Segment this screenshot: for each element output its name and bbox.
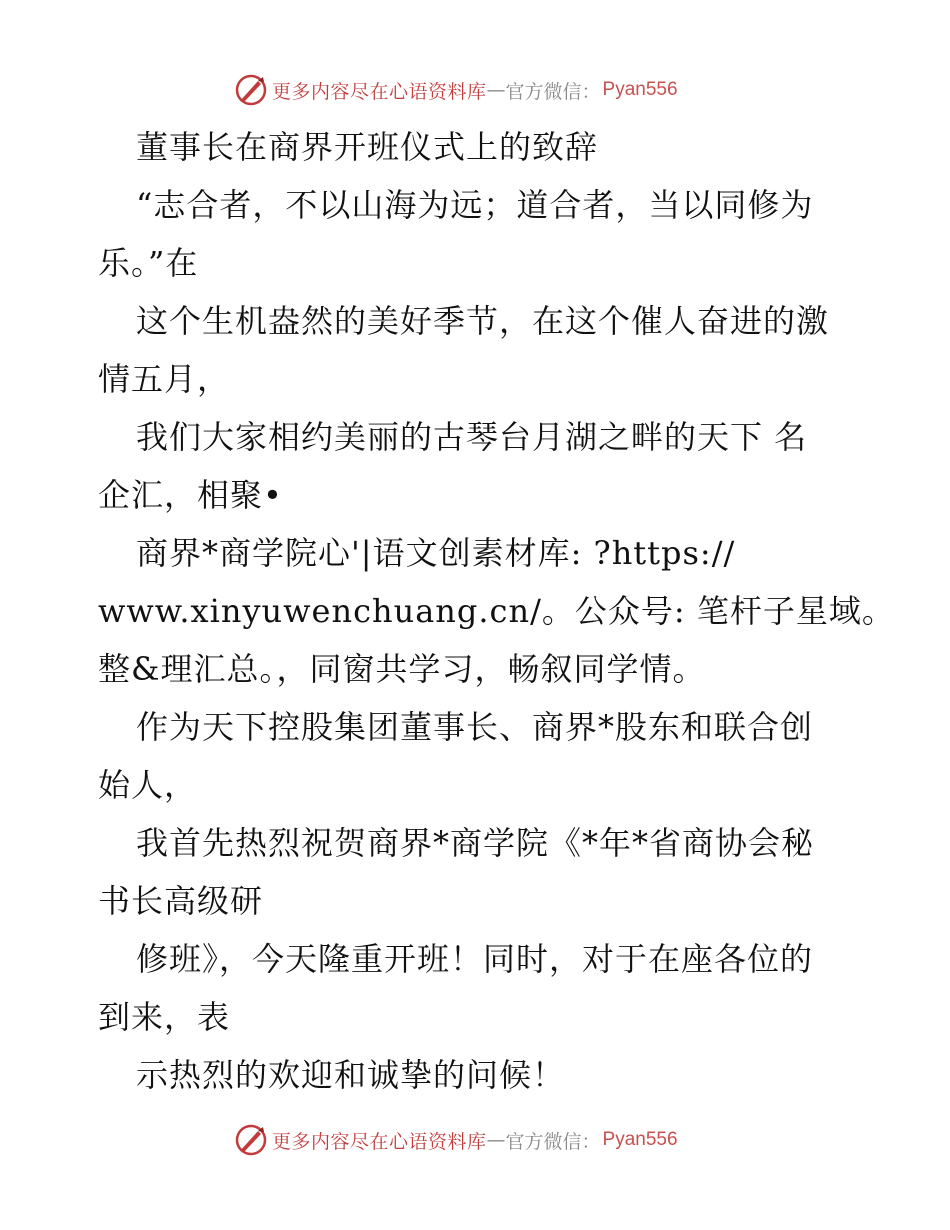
paragraph-line: 作为天下控股集团董事长、商界*股东和联合创 <box>136 708 814 746</box>
watermark-separator: — <box>486 1129 506 1151</box>
quill-logo-icon <box>234 1123 268 1157</box>
watermark-official-label: 官方微信： <box>505 1130 601 1153</box>
header-watermark <box>234 72 714 108</box>
paragraph-line: 整&理汇总。，同窗共学习，畅叙同学情。 <box>98 650 706 688</box>
footer-watermark <box>234 1122 714 1158</box>
watermark-wechat-id: Pyan556 <box>602 1129 678 1150</box>
paragraph-line: 情五月， <box>98 360 231 398</box>
paragraph-line: 书长高级研 <box>98 882 264 920</box>
paragraph-line: 这个生机盎然的美好季节，在这个催人奋进的激 <box>136 302 830 340</box>
watermark-wechat-id: Pyan556 <box>602 79 678 100</box>
paragraph-line: 我首先热烈祝贺商界*商学院《*年*省商协会秘 <box>136 824 815 862</box>
paragraph-line: 到来，表 <box>98 998 231 1036</box>
document-title: 董事长在商界开班仪式上的致辞 <box>136 128 599 166</box>
paragraph-line: 示热烈的欢迎和诚挚的问候！ <box>136 1056 566 1094</box>
watermark-official-label: 官方微信： <box>505 80 601 103</box>
watermark-text: 更多内容尽在心语资料库 <box>272 1130 487 1153</box>
watermark-text: 更多内容尽在心语资料库 <box>272 80 487 103</box>
paragraph-line: 企汇，相聚• <box>98 476 283 514</box>
paragraph-line: “志合者，不以山海为远；道合者，当以同修为 <box>136 186 814 224</box>
paragraph-line: 修班》，今天隆重开班！同时，对于在座各位的 <box>136 940 814 978</box>
watermark-separator: — <box>486 79 506 101</box>
paragraph-line: 始人， <box>98 766 198 804</box>
quill-logo-icon <box>234 73 268 107</box>
paragraph-line: 商界*商学院心'|语文创素材库: ?https:// <box>136 534 736 572</box>
paragraph-line: 乐。”在 <box>98 244 199 282</box>
paragraph-line: www.xinyuwenchuang.cn/。公众号: 笔杆子星域。 <box>98 592 895 630</box>
paragraph-line: 我们大家相约美丽的古琴台月湖之畔的天下 名 <box>136 418 808 456</box>
